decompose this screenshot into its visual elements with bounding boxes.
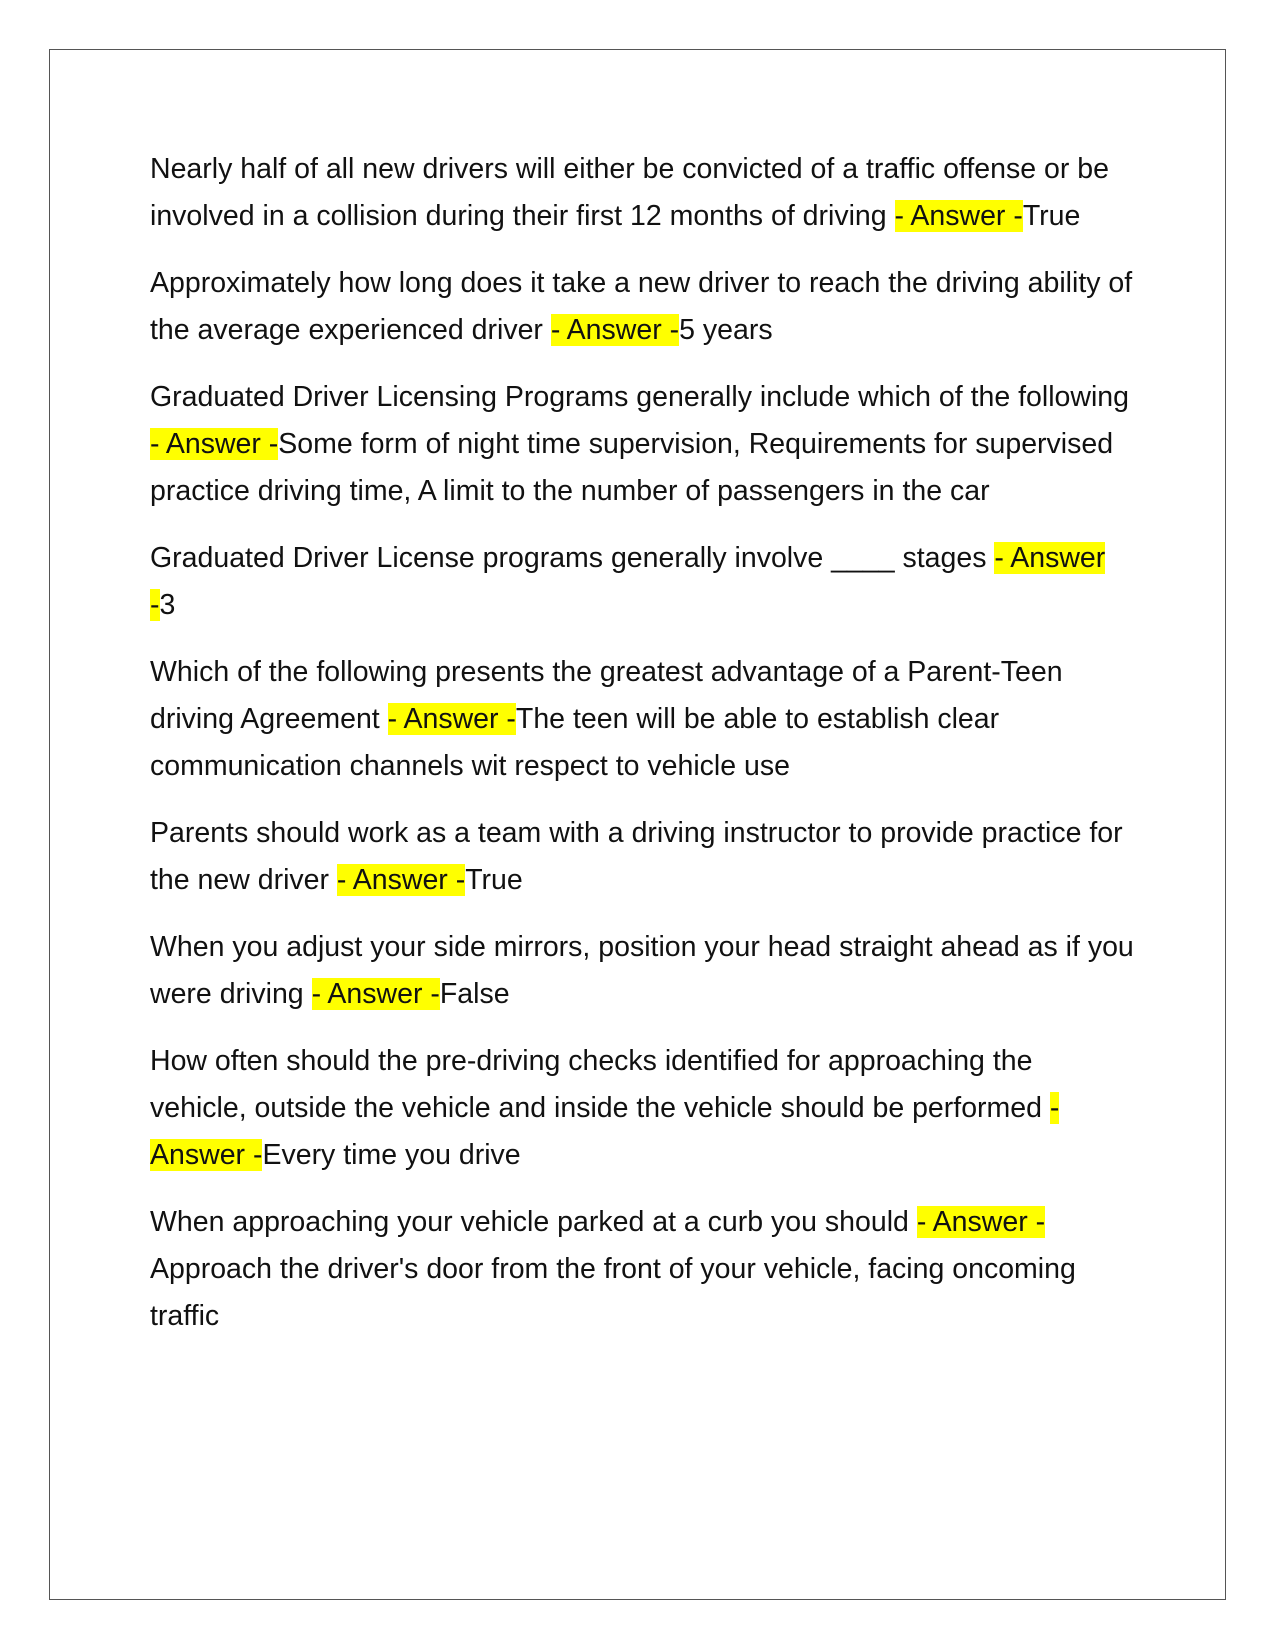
answer-marker: - Answer -: [894, 200, 1023, 232]
answer-marker: - Answer -: [311, 978, 440, 1010]
answer-text: Every time you drive: [262, 1139, 521, 1171]
question-text: Graduated Driver License programs generally involve ____ stages: [150, 542, 995, 574]
answer-marker: - Answer -: [150, 542, 1106, 621]
question-text: Graduated Driver Licensing Programs generally include which of the following: [150, 381, 1130, 413]
answer-marker: - Answer -: [387, 703, 516, 735]
qa-item-7: [150, 924, 1135, 1018]
answer-text: Some form of night time supervision, Requirements for supervised practice driving time, A limit to the number of passengers in the car: [150, 428, 1114, 507]
answer-text: False: [439, 978, 510, 1010]
question-text: How often should the pre-driving checks identified for approaching the vehicle, outside the vehicle and inside the vehicle should be performed: [150, 1045, 1050, 1124]
question-text: Approximately how long does it take a new driver to reach the driving ability of the average experienced driver: [150, 267, 1133, 346]
question-text: When you adjust your side mirrors, position your head straight ahead as if you were driving: [150, 931, 1134, 1010]
qa-item-9: [150, 1199, 1135, 1340]
qa-item-2: [150, 260, 1135, 354]
question-text: Parents should work as a team with a driving instructor to provide practice for the new driver: [150, 817, 1123, 896]
qa-list: [150, 146, 1135, 1360]
answer-text: 5 years: [679, 314, 773, 346]
answer-text: 3: [159, 589, 176, 621]
qa-item-8: [150, 1038, 1135, 1179]
answer-marker: - Answer -: [336, 864, 466, 896]
qa-item-6: [150, 810, 1135, 904]
question-text: Nearly half of all new drivers will either be convicted of a traffic offense or be involved in a collision during their first 12 months of driving: [150, 153, 1109, 232]
answer-text: True: [1022, 200, 1081, 232]
question-text: When approaching your vehicle parked at a curb you should: [150, 1206, 917, 1238]
answer-marker: - Answer -: [550, 314, 680, 346]
qa-item-4: [150, 535, 1135, 629]
answer-text: Approach the driver's door from the front of your vehicle, facing oncoming traffic: [150, 1253, 1076, 1332]
qa-item-5: [150, 649, 1135, 790]
answer-marker: - Answer -: [916, 1206, 1046, 1238]
qa-item-3: [150, 374, 1135, 515]
qa-item-1: [150, 146, 1135, 240]
question-text: Which of the following presents the greatest advantage of a Parent-Teen driving Agreement: [150, 656, 1063, 735]
answer-marker: - Answer -: [150, 1092, 1060, 1171]
answer-text: The teen will be able to establish clear communication channels wit respect to vehicle use: [150, 703, 1000, 782]
answer-text: True: [465, 864, 523, 896]
answer-marker: - Answer -: [150, 428, 279, 460]
